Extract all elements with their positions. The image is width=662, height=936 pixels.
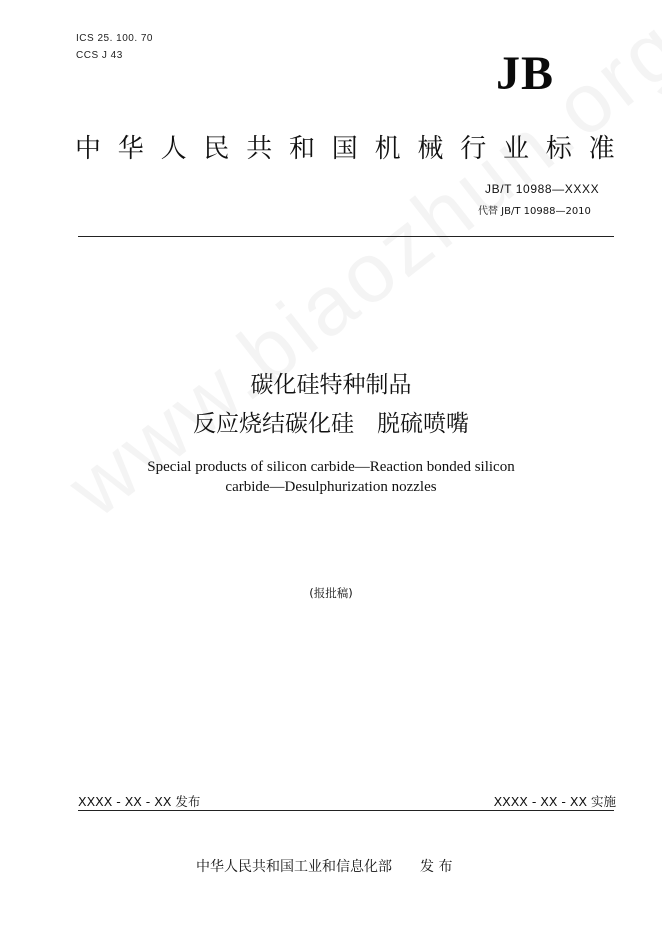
title-en-line2: carbide—Desulphurization nozzles (225, 479, 437, 495)
standard-number: JB/T 10988—XXXX (485, 182, 600, 196)
draft-status: (报批稿) (309, 586, 353, 600)
title-en-line1: Special products of silicon carbide—Reaction bonded silicon (147, 459, 515, 475)
header-divider (78, 236, 614, 237)
jb-logo: JB (496, 47, 555, 100)
footer-divider (78, 810, 614, 811)
issue-date: XXXX - XX - XX 发布 (78, 794, 201, 809)
title-cn-line1: 碳化硅特种制品 (250, 372, 412, 398)
watermark (50, 0, 662, 536)
ics-code: ICS 25. 100. 70 (76, 33, 153, 44)
publisher: 中华人民共和国工业和信息化部 发 布 (196, 859, 453, 875)
title-cn-line2: 反应烧结碳化硅 脱硫喷嘴 (193, 411, 469, 437)
replaced-standard: 代替 JB/T 10988—2010 (478, 206, 591, 217)
implementation-date: XXXX - XX - XX 实施 (493, 794, 616, 809)
ccs-code: CCS J 43 (76, 50, 123, 61)
industry-standard-title: 中华人民共和国机械行业标准 (75, 134, 632, 164)
